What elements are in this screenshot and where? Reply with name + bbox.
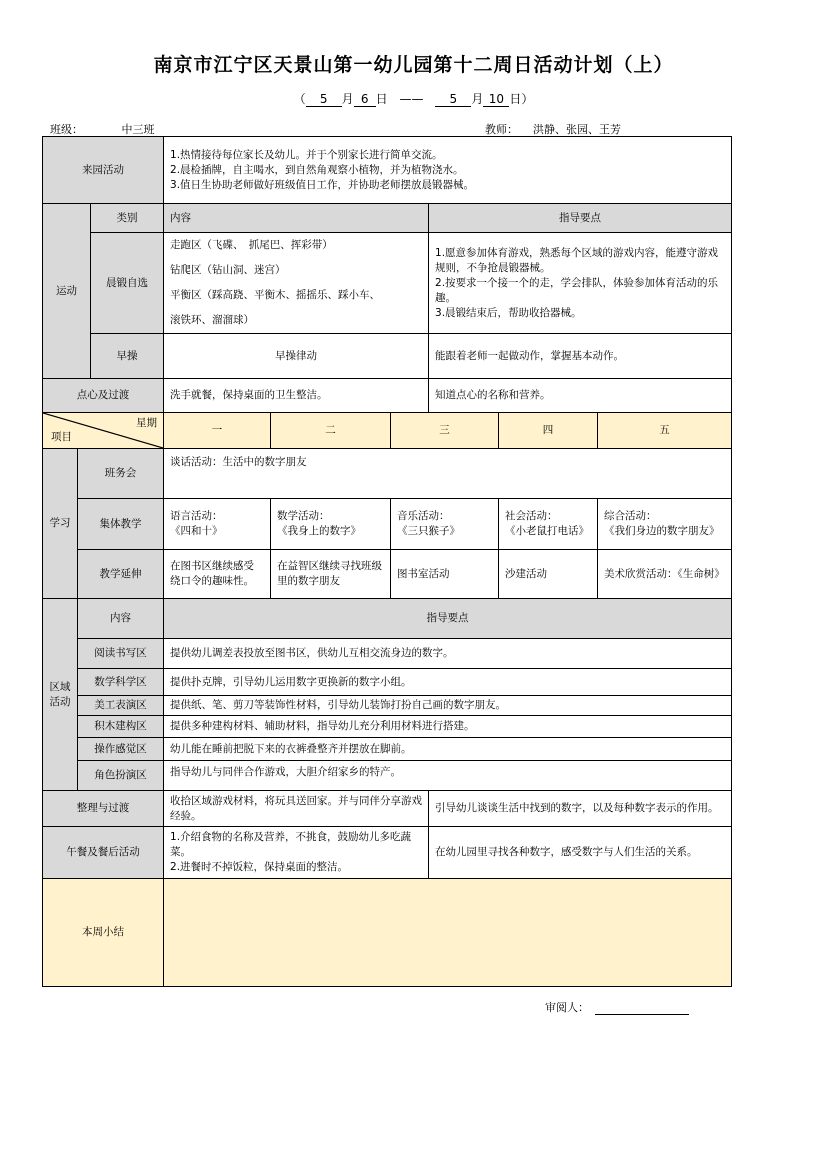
teaching-extension-row	[43, 550, 732, 599]
content-line: 平衡区（踩高跷、平衡木、摇摇乐、踩小车、	[170, 289, 381, 301]
content-line: 走跑区（飞碟、 抓尾巴、挥彩带）	[170, 239, 333, 251]
zone-row	[43, 761, 732, 791]
group-teaching-label: 集体教学	[78, 499, 164, 550]
date-range	[0, 90, 827, 107]
group-teaching-tue	[271, 499, 391, 550]
guidance-line: 1.愿意参加体育游戏，熟悉每个区域的游戏内容，能遵守游戏规则，不争抢晨锻器械。	[435, 246, 719, 274]
teaching-extension-tue: 在益智区继续寻找班级里的数字朋友	[271, 550, 391, 599]
group-teaching-mon	[164, 499, 271, 550]
day-tue: 二	[271, 413, 391, 449]
activity-title: 《小老鼠打电话》	[505, 525, 590, 537]
snack-guidance: 知道点心的名称和营养。	[429, 379, 732, 413]
day-char: 日	[375, 92, 388, 106]
tidy-content: 收拾区域游戏材料，将玩具送回家。并与同伴分享游戏经验。	[164, 791, 429, 827]
day-mon: 一	[164, 413, 271, 449]
morning-exercise-row	[43, 233, 732, 334]
zone-guidance: 幼儿能在睡前把脱下来的衣裤叠整齐并摆放在脚前。	[164, 738, 732, 761]
activity-plan-table	[42, 136, 732, 987]
activity-title: 《三只猴子》	[397, 525, 461, 537]
activity-type: 音乐活动：	[397, 510, 450, 522]
arrival-line: 1.热情接待每位家长及幼儿。并于个别家长进行简单交流。	[170, 148, 443, 161]
zone-guidance: 提供纸、笔、剪刀等装饰性材料，引导幼儿装饰打扮自己画的数字朋友。	[164, 696, 732, 716]
activity-title: 《我身上的数字》	[277, 525, 362, 537]
activity-type: 综合活动：	[604, 510, 657, 522]
start-day: 6	[354, 93, 376, 107]
sports-header-row	[43, 204, 732, 233]
zone-row	[43, 669, 732, 696]
zone-row	[43, 639, 732, 669]
zones-content-header: 内容	[78, 599, 164, 639]
arrival-line: 3.值日生协助老师做好班级值日工作，并协助老师摆放晨锻器械。	[170, 178, 475, 191]
zone-guidance: 提供扑克牌，引导幼儿运用数字更换新的数字小组。	[164, 669, 732, 696]
morning-exercise-guidance	[429, 233, 732, 334]
page-title: 南京市江宁区天景山第一幼儿园第十二周日活动计划（上）	[153, 54, 674, 76]
zone-name: 角色扮演区	[78, 761, 164, 791]
reviewer-label: 审阅人：	[545, 1001, 589, 1014]
content-line: 钻爬区（钻山洞、迷宫）	[170, 264, 286, 276]
guidance-header: 指导要点	[429, 204, 732, 233]
reviewer-signature-line[interactable]	[595, 1002, 689, 1015]
day-fri: 五	[598, 413, 732, 449]
zones-label: 区域活动	[43, 599, 78, 791]
content-header: 内容	[164, 204, 429, 233]
activity-title: 《四和十》	[170, 525, 223, 537]
summary-row	[43, 879, 732, 987]
day-wed: 三	[391, 413, 499, 449]
class-label: 班级：	[50, 123, 83, 136]
teaching-extension-wed: 图书室活动	[391, 550, 499, 599]
arrival-content	[164, 137, 732, 204]
lunch-content	[164, 827, 429, 879]
guidance-line: 3.晨锻结束后，帮助收拾器械。	[435, 306, 582, 319]
group-teaching-wed	[391, 499, 499, 550]
activity-type: 社会活动：	[505, 510, 558, 522]
lunch-line: 1.介绍食物的名称及营养，不挑食，鼓励幼儿多吃蔬菜。	[170, 831, 412, 858]
summary-label: 本周小结	[43, 879, 164, 987]
month-char: 月	[341, 92, 354, 106]
group-teaching-row	[43, 499, 732, 550]
weekday-label: 星期	[136, 417, 158, 429]
day-char: 日	[509, 92, 522, 106]
group-teaching-thu	[499, 499, 598, 550]
start-month: 5	[306, 93, 342, 107]
zone-guidance: 提供多种建构材料、辅助材料，指导幼儿充分利用材料进行搭建。	[164, 716, 732, 738]
morning-drill-content: 早操律动	[164, 334, 429, 379]
month-char: 月	[471, 92, 484, 106]
arrival-label: 来园活动	[43, 137, 164, 204]
snack-content: 洗手就餐，保持桌面的卫生整洁。	[164, 379, 429, 413]
class-value: 中三班	[83, 123, 193, 137]
tidy-label: 整理与过渡	[43, 791, 164, 827]
teacher-info	[485, 121, 636, 137]
zone-guidance: 指导幼儿与同伴合作游戏，大胆介绍家乡的特产。	[164, 761, 732, 791]
summary-content[interactable]	[164, 879, 732, 987]
snack-label: 点心及过渡	[43, 379, 164, 413]
morning-drill-row	[43, 334, 732, 379]
lunch-label: 午餐及餐后活动	[43, 827, 164, 879]
date-close: ）	[521, 92, 534, 106]
zone-row	[43, 696, 732, 716]
zone-name: 操作感觉区	[78, 738, 164, 761]
lunch-guidance: 在幼儿园里寻找各种数字，感受数字与人们生活的关系。	[429, 827, 732, 879]
end-day: 10	[483, 93, 509, 107]
teaching-extension-fri: 美术欣赏活动：《生命树》	[598, 550, 732, 599]
tidy-row	[43, 791, 732, 827]
reviewer	[545, 999, 689, 1015]
zone-name: 数学科学区	[78, 669, 164, 696]
week-item-header	[43, 413, 164, 449]
group-teaching-fri	[598, 499, 732, 550]
lunch-row	[43, 827, 732, 879]
week-header-row	[43, 413, 732, 449]
teacher-value: 洪静、张园、王芳	[518, 123, 636, 137]
zone-row	[43, 738, 732, 761]
class-meeting-content: 谈话活动：生活中的数字朋友	[164, 449, 732, 499]
teaching-extension-thu: 沙建活动	[499, 550, 598, 599]
arrival-row	[43, 137, 732, 204]
activity-type: 语言活动：	[170, 510, 223, 522]
date-open: （	[293, 92, 306, 106]
day-thu: 四	[499, 413, 598, 449]
teaching-extension-mon: 在图书区继续感受绕口令的趣味性。	[164, 550, 271, 599]
zone-row	[43, 716, 732, 738]
zones-header-row	[43, 599, 732, 639]
zones-guidance-header: 指导要点	[164, 599, 732, 639]
activity-type: 数学活动：	[277, 510, 330, 522]
content-line: 滚铁环、溜溜球）	[170, 314, 255, 326]
activity-title: 《我们身边的数字朋友》	[604, 525, 720, 537]
class-info	[50, 121, 193, 137]
guidance-line: 2.按要求一个接一个的走，学会排队，体验参加体育活动的乐趣。	[435, 276, 719, 304]
arrival-line: 2.晨检插牌，自主喝水，到自然角观察小植物，并为植物浇水。	[170, 163, 464, 176]
class-meeting-label: 班务会	[78, 449, 164, 499]
sports-label: 运动	[43, 204, 91, 379]
item-label: 项目	[51, 431, 72, 443]
lunch-line: 2.进餐时不掉饭粒，保持桌面的整洁。	[170, 861, 349, 873]
morning-exercise-label: 晨锻自选	[91, 233, 164, 334]
snack-row	[43, 379, 732, 413]
category-header: 类别	[91, 204, 164, 233]
morning-drill-guidance: 能跟着老师一起做动作，掌握基本动作。	[429, 334, 732, 379]
tidy-guidance: 引导幼儿谈谈生活中找到的数字，以及每种数字表示的作用。	[429, 791, 732, 827]
zone-guidance: 提供幼儿调差表投放至图书区，供幼儿互相交流身边的数字。	[164, 639, 732, 669]
morning-exercise-content	[164, 233, 429, 334]
zone-name: 阅读书写区	[78, 639, 164, 669]
date-dash: ——	[399, 92, 424, 106]
zone-name: 积木建构区	[78, 716, 164, 738]
teacher-label: 教师：	[485, 123, 518, 136]
end-month: 5	[435, 93, 471, 107]
class-meeting-row	[43, 449, 732, 499]
teaching-extension-label: 教学延伸	[78, 550, 164, 599]
study-label: 学习	[43, 449, 78, 599]
zone-name: 美工表演区	[78, 696, 164, 716]
morning-drill-label: 早操	[91, 334, 164, 379]
